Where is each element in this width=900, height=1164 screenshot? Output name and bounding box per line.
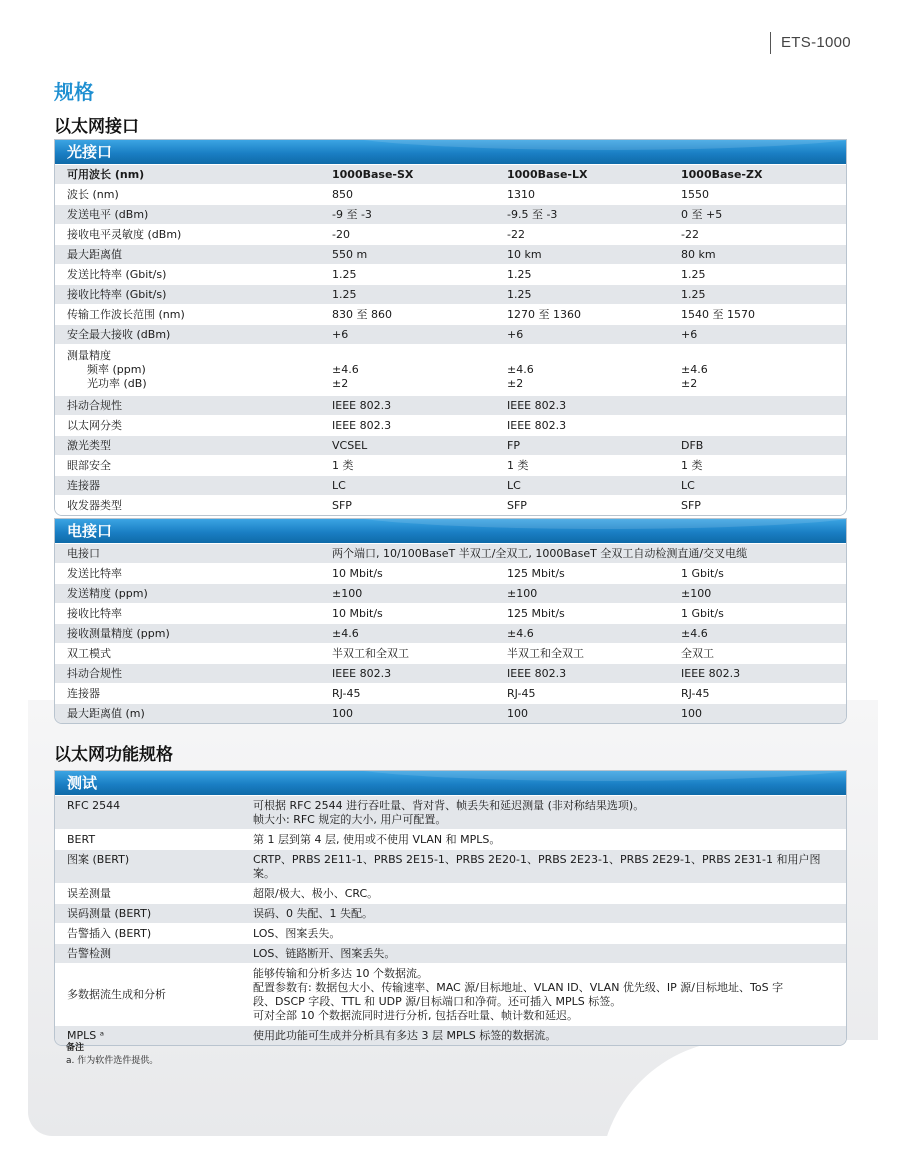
power-value: ±2 [681, 377, 698, 390]
table-row [55, 164, 846, 184]
row-label: 最大距离值 [67, 248, 122, 261]
cell-zx: 1540 至 1570 [681, 308, 755, 321]
table-row [55, 795, 846, 829]
row-label: 接收比特率 (Gbit/s) [67, 288, 167, 301]
cell-1000: 100 [681, 707, 702, 720]
cell-zx: 1550 [681, 188, 709, 201]
description-line: LOS、图案丢失。 [253, 927, 341, 940]
page-title: 规格 [54, 80, 94, 104]
cell-sx: -9 至 -3 [332, 208, 372, 221]
table-row [55, 415, 846, 435]
cell-1000: 1 Gbit/s [681, 607, 724, 620]
cell-lx [507, 349, 681, 391]
table-row [55, 603, 846, 623]
table-row [55, 475, 846, 495]
cell-100: 100 [507, 707, 528, 720]
cell-zx: +6 [681, 328, 698, 341]
cell-10: 10 Mbit/s [332, 607, 383, 620]
electrical-table-title: 电接口 [55, 519, 846, 543]
cell-zx: -22 [681, 228, 699, 241]
cell-lx: 1.25 [507, 288, 532, 301]
table-row-accuracy [55, 344, 846, 395]
cell-lx: 10 km [507, 248, 542, 261]
cell-10: RJ-45 [332, 687, 361, 700]
cell-lx: 1 类 [507, 459, 529, 472]
table-row [55, 663, 846, 683]
cell-100: ±100 [507, 587, 538, 600]
table-row [55, 943, 846, 963]
row-label: 多数据流生成和分析 [67, 988, 166, 1001]
row-label: 接收测量精度 (ppm) [67, 627, 170, 640]
cell-zx: DFB [681, 439, 704, 452]
cell-zx [681, 349, 846, 391]
cell-zx: 0 至 +5 [681, 208, 723, 221]
row-label: 连接器 [67, 479, 100, 492]
table-row [55, 963, 846, 1025]
cell-100: ±4.6 [507, 627, 534, 640]
row-label: 以太网分类 [67, 419, 122, 432]
cell-lx: -22 [507, 228, 525, 241]
cell-1000: RJ-45 [681, 687, 710, 700]
power-value: ±2 [507, 377, 524, 390]
test-table-body [55, 795, 846, 1045]
row-label: 抖动合规性 [67, 399, 122, 412]
table-row [55, 849, 846, 883]
table-row [55, 435, 846, 455]
table-row [55, 703, 846, 723]
table-row [55, 883, 846, 903]
cell-lx: 1270 至 1360 [507, 308, 581, 321]
cell-10: ±100 [332, 587, 363, 600]
row-description [253, 799, 846, 827]
description-line: 可根据 RFC 2544 进行吞吐量、背对背、帧丢失和延迟测量 (非对称结果选项)。 [253, 799, 645, 812]
accuracy-power-label: 光功率 (dB) [87, 377, 147, 390]
cell-sx: 1.25 [332, 288, 357, 301]
cell-lx: -9.5 至 -3 [507, 208, 558, 221]
cell-lx: SFP [507, 499, 527, 512]
description-line: 可对全部 10 个数据流同时进行分析, 包括吞吐量、帧计数和延迟。 [253, 1009, 578, 1022]
table-row [55, 623, 846, 643]
cell-10: ±4.6 [332, 627, 359, 640]
table-row [55, 455, 846, 475]
footnotes [66, 1042, 158, 1068]
row-description [253, 967, 846, 1023]
test-table-title: 测试 [55, 771, 846, 795]
row-label: 抖动合规性 [67, 667, 122, 680]
cell-1000: IEEE 802.3 [681, 667, 741, 680]
cell-sx: 550 m [332, 248, 368, 261]
cell-zx: LC [681, 479, 695, 492]
row-label: 安全最大接收 (dBm) [67, 328, 171, 341]
description-line: 超限/极大、极小、CRC。 [253, 887, 379, 900]
row-description [253, 853, 846, 881]
cell-10: 半双工和全双工 [332, 647, 409, 660]
freq-value: ±4.6 [332, 363, 359, 376]
table-row [55, 224, 846, 244]
electrical-table-body [55, 543, 846, 723]
cell-sx: LC [332, 479, 346, 492]
row-label: 图案 (BERT) [67, 853, 130, 866]
cell-sx: 830 至 860 [332, 308, 392, 321]
footnote-a: a. 作为软件选件提供。 [66, 1056, 159, 1066]
cell-sx: IEEE 802.3 [332, 419, 392, 432]
cell-sx: VCSEL [332, 439, 368, 452]
cell-10: 10 Mbit/s [332, 567, 383, 580]
table-row [55, 264, 846, 284]
table-row [55, 324, 846, 344]
optical-interface-table [54, 139, 847, 516]
cell-lx: 1.25 [507, 268, 532, 281]
cell-zx: SFP [681, 499, 701, 512]
description-line: 能够传输和分析多达 10 个数据流。 [253, 967, 428, 980]
description-line: 误码、0 失配、1 失配。 [253, 907, 373, 920]
cell-100: 125 Mbit/s [507, 567, 565, 580]
cell-sx: +6 [332, 328, 349, 341]
table-row [55, 495, 846, 515]
description-line: 使用此功能可生成并分析具有多达 3 层 MPLS 标签的数据流。 [253, 1029, 557, 1042]
row-description [253, 887, 846, 901]
cell-zx: 80 km [681, 248, 716, 261]
row-label: 激光类型 [67, 439, 111, 452]
row-description [253, 947, 846, 961]
cell-sx: 1 类 [332, 459, 354, 472]
cell-lx: IEEE 802.3 [507, 419, 567, 432]
row-label: 发送比特率 [67, 567, 122, 580]
description-line: CRTP、PRBS 2E11-1、PRBS 2E15-1、PRBS 2E20-1、PRBS 2E23-1、PRBS 2E29-1、PRBS 2E31-1 和用户图案。 [253, 853, 821, 880]
row-label: 连接器 [67, 687, 100, 700]
row-label: RFC 2544 [67, 799, 121, 812]
row-label: BERT [67, 833, 96, 846]
cell-10: 100 [332, 707, 353, 720]
cell-1000: 1 Gbit/s [681, 567, 724, 580]
row-label: 接收比特率 [67, 607, 122, 620]
row-label: 接收电平灵敏度 (dBm) [67, 228, 182, 241]
cell-100: RJ-45 [507, 687, 536, 700]
section-title-ethernet-function: 以太网功能规格 [54, 745, 173, 765]
document-code: ETS-1000 [781, 34, 851, 51]
row-label: MPLS ᵃ [67, 1029, 105, 1042]
row-description [253, 1029, 846, 1043]
optical-table-title: 光接口 [55, 140, 846, 164]
row-description [253, 927, 846, 941]
cell-zx: 1000Base-ZX [681, 168, 763, 181]
table-row [55, 643, 846, 663]
port-description: 两个端口, 10/100BaseT 半双工/全双工, 1000BaseT 全双工自动检测直通/交叉电缆 [332, 547, 748, 560]
test-table [54, 770, 847, 1046]
cell-lx: 1310 [507, 188, 535, 201]
table-row [55, 204, 846, 224]
row-description [253, 833, 846, 847]
cell-sx: SFP [332, 499, 352, 512]
cell-10: IEEE 802.3 [332, 667, 392, 680]
row-label: 发送比特率 (Gbit/s) [67, 268, 167, 281]
table-row [55, 829, 846, 849]
row-label: 发送精度 (ppm) [67, 587, 148, 600]
row-label: 收发器类型 [67, 499, 122, 512]
description-line: 配置参数有: 数据包大小、传输速率、MAC 源/目标地址、VLAN ID、VLAN 优先级、IP 源/目标地址、ToS 字 [253, 981, 784, 994]
row-label: 发送电平 (dBm) [67, 208, 149, 221]
cell-1000: ±100 [681, 587, 712, 600]
table-row [55, 923, 846, 943]
description-line: 帧大小: RFC 规定的大小, 用户可配置。 [253, 813, 447, 826]
row-label: 双工模式 [67, 647, 111, 660]
cell-1000: ±4.6 [681, 627, 708, 640]
cell-sx: -20 [332, 228, 350, 241]
row-label [67, 349, 332, 391]
table-row [55, 1025, 846, 1045]
table-row [55, 304, 846, 324]
table-row [55, 563, 846, 583]
accuracy-freq-label: 频率 (ppm) [87, 363, 146, 376]
cell-sx: 1.25 [332, 268, 357, 281]
cell-lx: FP [507, 439, 520, 452]
freq-value: ±4.6 [681, 363, 708, 376]
table-row [55, 683, 846, 703]
cell-lx: 1000Base-LX [507, 168, 588, 181]
row-description [253, 907, 846, 921]
row-label: 波长 (nm) [67, 188, 119, 201]
description-line: 第 1 层到第 4 层, 使用或不使用 VLAN 和 MPLS。 [253, 833, 501, 846]
row-label: 电接口 [67, 547, 100, 560]
row-label: 可用波长 (nm) [67, 168, 145, 181]
row-label: 眼部安全 [67, 459, 111, 472]
footnotes-heading: 备注 [66, 1043, 85, 1053]
cell-lx: IEEE 802.3 [507, 399, 567, 412]
description-line: 段、DSCP 字段、TTL 和 UDP 源/目标端口和净荷。还可插入 MPLS 标签。 [253, 995, 622, 1008]
description-line: LOS、链路断开、图案丢失。 [253, 947, 396, 960]
row-label: 告警检测 [67, 947, 111, 960]
row-label: 传输工作波长范围 (nm) [67, 308, 185, 321]
cell-zx: 1.25 [681, 288, 706, 301]
row-label: 告警插入 (BERT) [67, 927, 152, 940]
row-label: 误差测量 [67, 887, 111, 900]
accuracy-label: 测量精度 [67, 349, 111, 362]
row-label: 最大距离值 (m) [67, 707, 145, 720]
cell-100: 半双工和全双工 [507, 647, 584, 660]
cell-1000: 全双工 [681, 647, 714, 660]
power-value: ±2 [332, 377, 349, 390]
cell-sx [332, 349, 507, 391]
header-divider [770, 32, 771, 54]
electrical-interface-table [54, 518, 847, 724]
table-row [55, 903, 846, 923]
table-row [55, 184, 846, 204]
cell-sx: 850 [332, 188, 353, 201]
table-row [55, 244, 846, 264]
table-row [55, 284, 846, 304]
cell-zx: 1.25 [681, 268, 706, 281]
cell-lx: +6 [507, 328, 524, 341]
row-label: 误码测量 (BERT) [67, 907, 152, 920]
cell-lx: LC [507, 479, 521, 492]
cell-100: 125 Mbit/s [507, 607, 565, 620]
section-title-ethernet-interface: 以太网接口 [54, 117, 139, 137]
table-row [55, 543, 846, 563]
cell-sx: IEEE 802.3 [332, 399, 392, 412]
table-row [55, 395, 846, 415]
cell-zx: 1 类 [681, 459, 703, 472]
table-row [55, 583, 846, 603]
optical-table-body [55, 164, 846, 515]
cell-100: IEEE 802.3 [507, 667, 567, 680]
freq-value: ±4.6 [507, 363, 534, 376]
cell-sx: 1000Base-SX [332, 168, 414, 181]
